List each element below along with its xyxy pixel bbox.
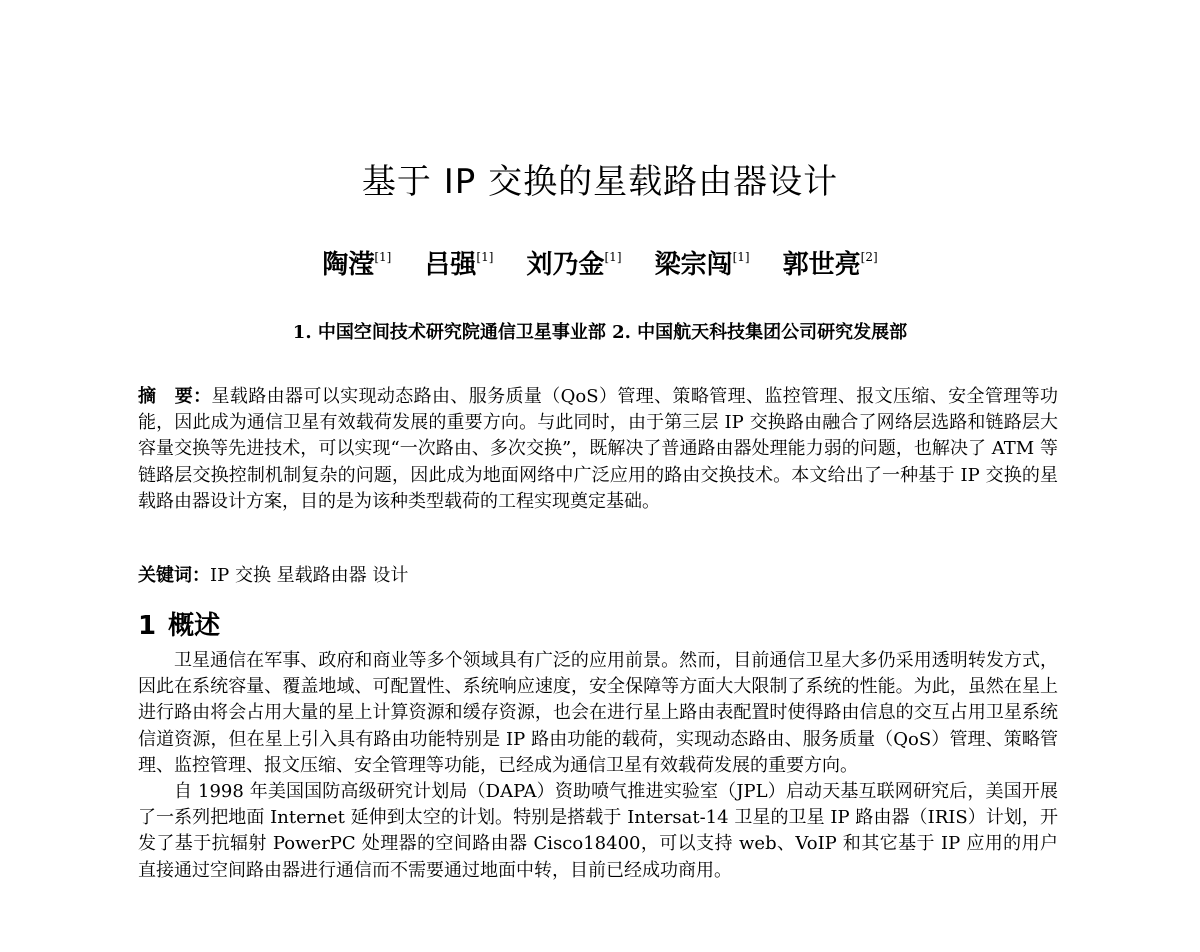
section-body [138, 648, 1058, 884]
abstract [138, 384, 1058, 515]
author [783, 240, 878, 282]
author-affiliation-mark: [2] [860, 250, 878, 264]
author-affiliation-mark: [1] [374, 250, 392, 264]
author-list [0, 240, 1200, 282]
keywords-text: IP 交换 星载路由器 设计 [210, 565, 409, 586]
author-name: 吕强 [424, 250, 477, 280]
abstract-label: 摘 要： [138, 386, 212, 407]
author [424, 240, 493, 282]
keywords-label: 关键词： [138, 565, 210, 586]
author-name: 陶滢 [322, 250, 375, 280]
section-number: 1 [138, 611, 157, 641]
author-name: 郭世亮 [782, 250, 861, 280]
section-title: 概述 [168, 611, 221, 641]
paper-title: 基于 IP 交换的星载路由器设计 [361, 162, 839, 202]
author-affiliation-mark: [1] [476, 250, 494, 264]
author [526, 240, 621, 282]
body-paragraph: 自 1998 年美国国防高级研究计划局（DAPA）资助喷气推进实验室（JPL）启动天基互联网研究后，美国开展了一系列把地面 Internet 延伸到太空的计划。特别是搭载于 Intersat-14 卫星的卫星 IP 路由器（IRIS）计划，开发了基于抗辐射 PowerPC 处理器的空间路由器 Cisco18400，可以支持 web、VoIP 和其它基于 IP 应用的用户直接通过空间路由器进行通信而不需要通过地面中转，目前已经成功商用。 [138, 781, 1058, 881]
author [655, 240, 750, 282]
author-name: 刘乃金 [526, 250, 605, 280]
affiliations: 1. 中国空间技术研究院通信卫星事业部 2. 中国航天科技集团公司研究发展部 [292, 322, 908, 343]
author-affiliation-mark: [1] [732, 250, 750, 264]
abstract-text: 星载路由器可以实现动态路由、服务质量（QoS）管理、策略管理、监控管理、报文压缩、安全管理等功能，因此成为通信卫星有效载荷发展的重要方向。与此同时，由于第三层 IP 交换路由融合了网络层选路和链路层大容量交换等先进技术，可以实现“一次路由、多次交换”，既解决了普通路由器处理能力弱的问题，也解决了 ATM 等链路层交换控制机制复杂的问题，因此成为地面网络中广泛应用的路由交换技术。本文给出了一种基于 IP 交换的星载路由器设计方案，目的是为该种类型载荷的工程实现奠定基础。 [138, 386, 1059, 512]
author [322, 240, 391, 282]
keywords [138, 563, 1058, 589]
section-heading [138, 609, 1058, 643]
author-name: 梁宗闯 [654, 250, 733, 280]
body-paragraph: 卫星通信在军事、政府和商业等多个领域具有广泛的应用前景。然而，目前通信卫星大多仍采用透明转发方式，因此在系统容量、覆盖地域、可配置性、系统响应速度，安全保障等方面大大限制了系统的性能。为此，虽然在星上进行路由将会占用大量的星上计算资源和缓存资源，也会在进行星上路由表配置时使得路由信息的交互占用卫星系统信道资源，但在星上引入具有路由功能特别是 IP 路由功能的载荷，实现动态路由、服务质量（QoS）管理、策略管理、监控管理、报文压缩、安全管理等功能，已经成为通信卫星有效载荷发展的重要方向。 [138, 650, 1058, 776]
author-affiliation-mark: [1] [604, 250, 622, 264]
